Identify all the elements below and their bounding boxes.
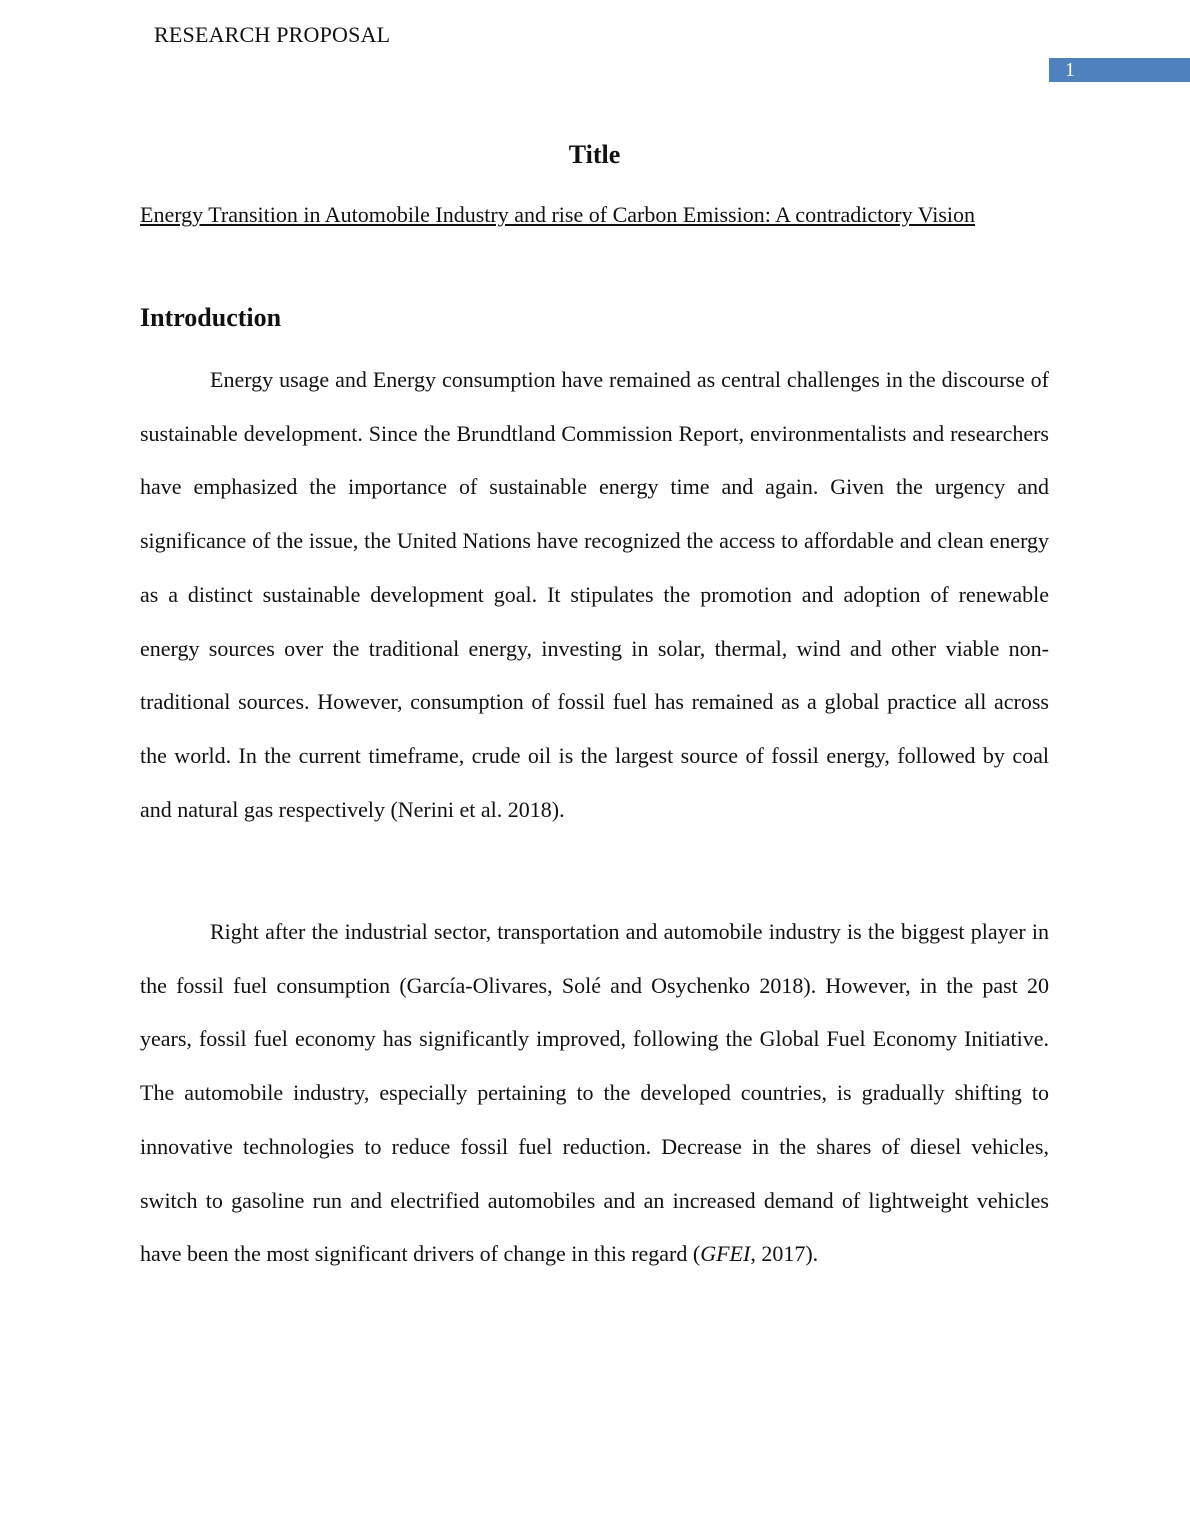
citation-source: GFEI (700, 1241, 751, 1267)
citation-open: ( (687, 1241, 701, 1267)
page-number: 1 (1065, 59, 1075, 81)
section-heading-introduction: Introduction (140, 303, 282, 332)
paragraph-2-text: Right after the industrial sector, transportation and automobile industry is the biggest player in the fossil fuel consumption (García-Olivares, Solé and Osychenko 2018). However, in the past 20 years, fossil fuel economy has significantly improved, following the Global Fuel Economy Initiative. The automobile industry, especially pertaining to the developed countries, is gradually shifting to innovative technologies to reduce fossil fuel reduction. Decrease in the shares of diesel vehicles, switch to gasoline run and electrified automobiles and an increased demand of lightweight vehicles have been the most significant drivers of change in this regard (140, 919, 1049, 1267)
introduction-paragraph-2 (140, 905, 1049, 1281)
running-head: RESEARCH PROPOSAL (154, 22, 391, 47)
document-title: Title (568, 140, 621, 169)
citation-close: , 2017). (750, 1241, 819, 1267)
document-subtitle: Energy Transition in Automobile Industry and rise of Carbon Emission: A contradictory Vision (140, 202, 976, 227)
introduction-paragraph-1: Energy usage and Energy consumption have remained as central challenges in the discourse of sustainable development. Since the Brundtland Commission Report, environmentalists and researchers have emphasized the importance of sustainable energy time and again. Given the urgency and significance of the issue, the United Nations have recognized the access to affordable and clean energy as a distinct sustainable development goal. It stipulates the promotion and adoption of renewable energy sources over the traditional energy, investing in solar, thermal, wind and other viable non-traditional sources. However, consumption of fossil fuel has remained as a global practice all across the world. In the current timeframe, crude oil is the largest source of fossil energy, followed by coal and natural gas respectively (Nerini et al. 2018). (140, 367, 1049, 822)
page-number-bar (1049, 58, 1190, 82)
